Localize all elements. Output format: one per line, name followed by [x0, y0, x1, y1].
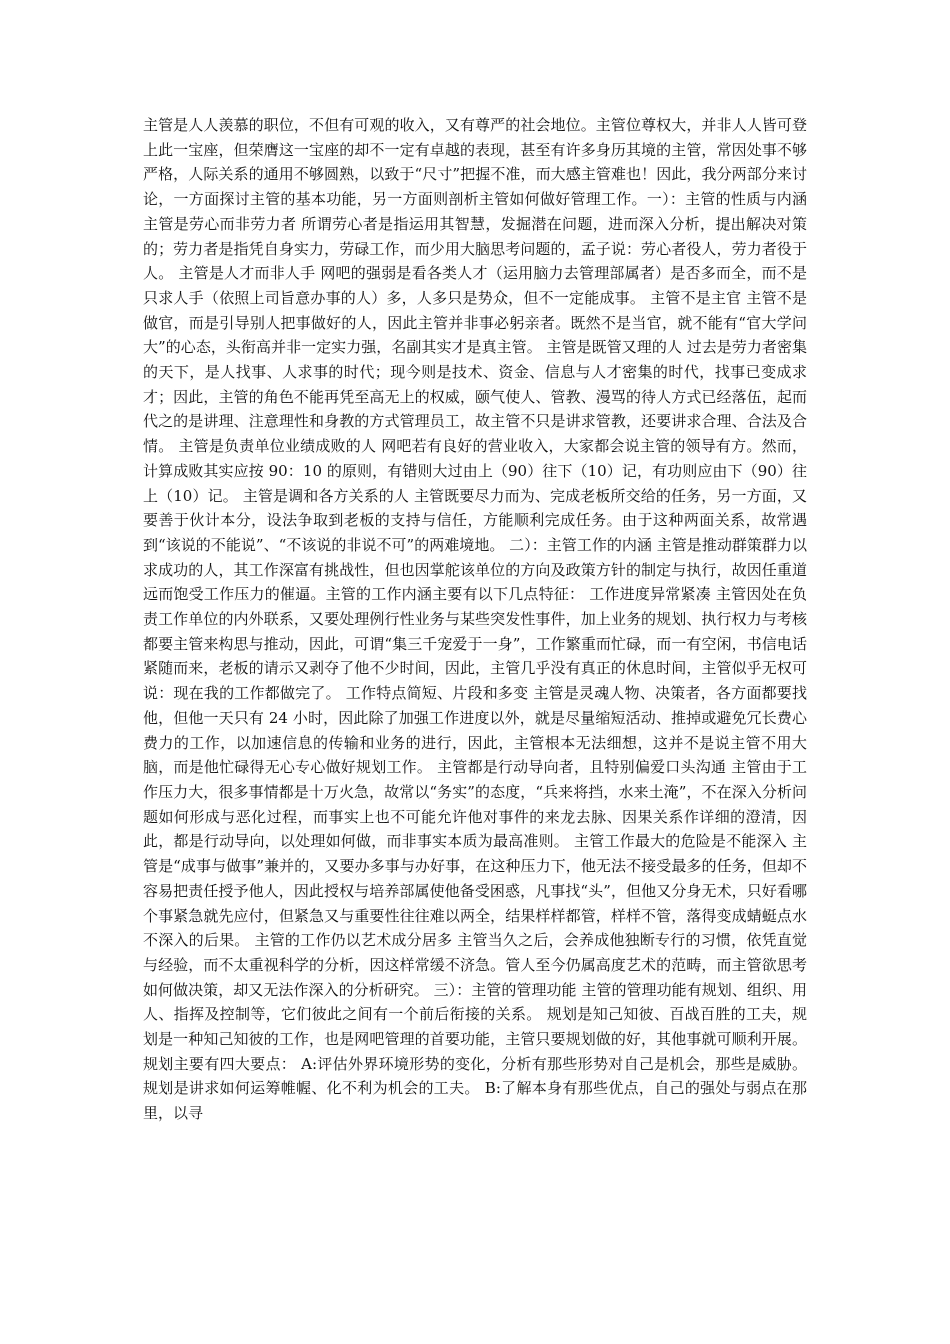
document-page: [143, 113, 807, 1126]
body-text: 主管是人人羡慕的职位，不但有可观的收入，又有尊严的社会地位。主管位尊权大，并非人人皆可登上此一宝座，但荣膺这一宝座的却不一定有卓越的表现，甚至有许多身历其境的主管，常因处事不够严格，人际关系的通用不够圆熟，以致于“尺寸”把握不准，而大感主管难也！因此，我分两部分来讨论，一方面探讨主管的基本功能，另一方面则剖析主管如何做好管理工作。一）：主管的性质与内涵 主管是劳心而非劳力者 所谓劳心者是指运用其智慧，发掘潜在问题，进而深入分析，提出解决对策的；劳力者是指凭自身实力，劳碌工作，而少用大脑思考问题的，孟子说：劳心者役人，劳力者役于人。 主管是人才而非人手 网吧的强弱是看各类人才（运用脑力去管理部属者）是否多而全，而不是只求人手（依照上司旨意办事的人）多，人多只是势众，但不一定能成事。 主管不是主官 主管不是做官，而是引导别人把事做好的人，因此主管并非事必躬亲者。既然不是当官，就不能有“官大学问大”的心态，头衔高并非一定实力强，名副其实才是真主管。 主管是既管又理的人 过去是劳力者密集的天下，是人找事、人求事的时代；现今则是技术、资金、信息与人才密集的时代，找事已变成求才；因此，主管的角色不能再凭至高无上的权威，颐气使人、管教、漫骂的待人方式已经落伍，起而代之的是讲理、注意理性和身教的方式管理员工，故主管不只是讲求管教，还要讲求合理、合法及合情。 主管是负责单位业绩成败的人 网吧若有良好的营业收入，大家都会说主管的领导有方。然而，计算成败其实应按 90：10 的原则，有错则大过由上（90）往下（10）记，有功则应由下（90）往上（10）记。 主管是调和各方关系的人 主管既要尽力而为、完成老板所交给的任务，另一方面，又要善于伙计本分，设法争取到老板的支持与信任，方能顺利完成任务。由于这种两面关系，故常遇到“该说的不能说”、“不该说的非说不可”的两难境地。 二）：主管工作的内涵 主管是推动群策群力以求成功的人，其工作深富有挑战性，但也因掌舵该单位的方向及政策方针的制定与执行，故因任重道远而饱受工作压力的催逼。主管的工作内涵主要有以下几点特征： 工作进度异常紧凑 主管因处在负责工作单位的内外联系，又要处理例行性业务与某些突发性事件，加上业务的规划、执行权力与考核都要主管来构思与推动，因此，可谓“集三千宠爱于一身”，工作繁重而忙碌，而一有空闲，书信电话紧随而来，老板的请示又剥夺了他不少时间，因此，主管几乎没有真正的休息时间，主管似乎无权可说：现在我的工作都做完了。 工作特点简短、片段和多变 主管是灵魂人物、决策者，各方面都要找他，但他一天只有 24 小时，因此除了加强工作进度以外，就是尽量缩短活动、推掉或避免冗长费心费力的工作，以加速信息的传输和业务的进行，因此，主管根本无法细想，这并不是说主管不用大脑，而是他忙碌得无心专心做好规划工作。 主管都是行动导向者，且特别偏爱口头沟通 主管由于工作压力大，很多事情都是十万火急，故常以“务实”的态度，“兵来将挡，水来土淹”，不在深入分析问题如何形成与恶化过程，而事实上也不可能允许他对事件的来龙去脉、因果关系作详细的澄清，因此，都是行动导向，以处理如何做，而非事实本质为最高准则。 主管工作最大的危险是不能深入 主管是“成事与做事”兼并的，又要办多事与办好事，在这种压力下，他无法不接受最多的任务，但却不容易把责任授予他人，因此授权与培养部属使他备受困惑，凡事找“头”，但他又分身无术，只好看哪个事紧急就先应付，但紧急又与重要性往往难以两全，结果样样都管，样样不管，落得变成蜻蜓点水不深入的后果。 主管的工作仍以艺术成分居多 主管当久之后，会养成他独断专行的习惯，依凭直觉与经验，而不太重视科学的分析，因这样常缓不济急。管人至今仍属高度艺术的范畴，而主管欲思考如何做决策，却又无法作深入的分析研究。 三）：主管的管理功能 主管的管理功能有规划、组织、用人、指挥及控制等，它们彼此之间有一个前后衔接的关系。 规划是知己知彼、百战百胜的工夫，规划是一种知己知彼的工作，也是网吧管理的首要功能，主管只要规划做的好，其他事就可顺利开展。规划主要有四大要点： A:评估外界环境形势的变化，分析有那些形势对自己是机会，那些是威胁。规划是讲求如何运筹帷幄、化不利为机会的工夫。 B:了解本身有那些优点，自己的强处与弱点在那里，以寻: [143, 116, 807, 1123]
